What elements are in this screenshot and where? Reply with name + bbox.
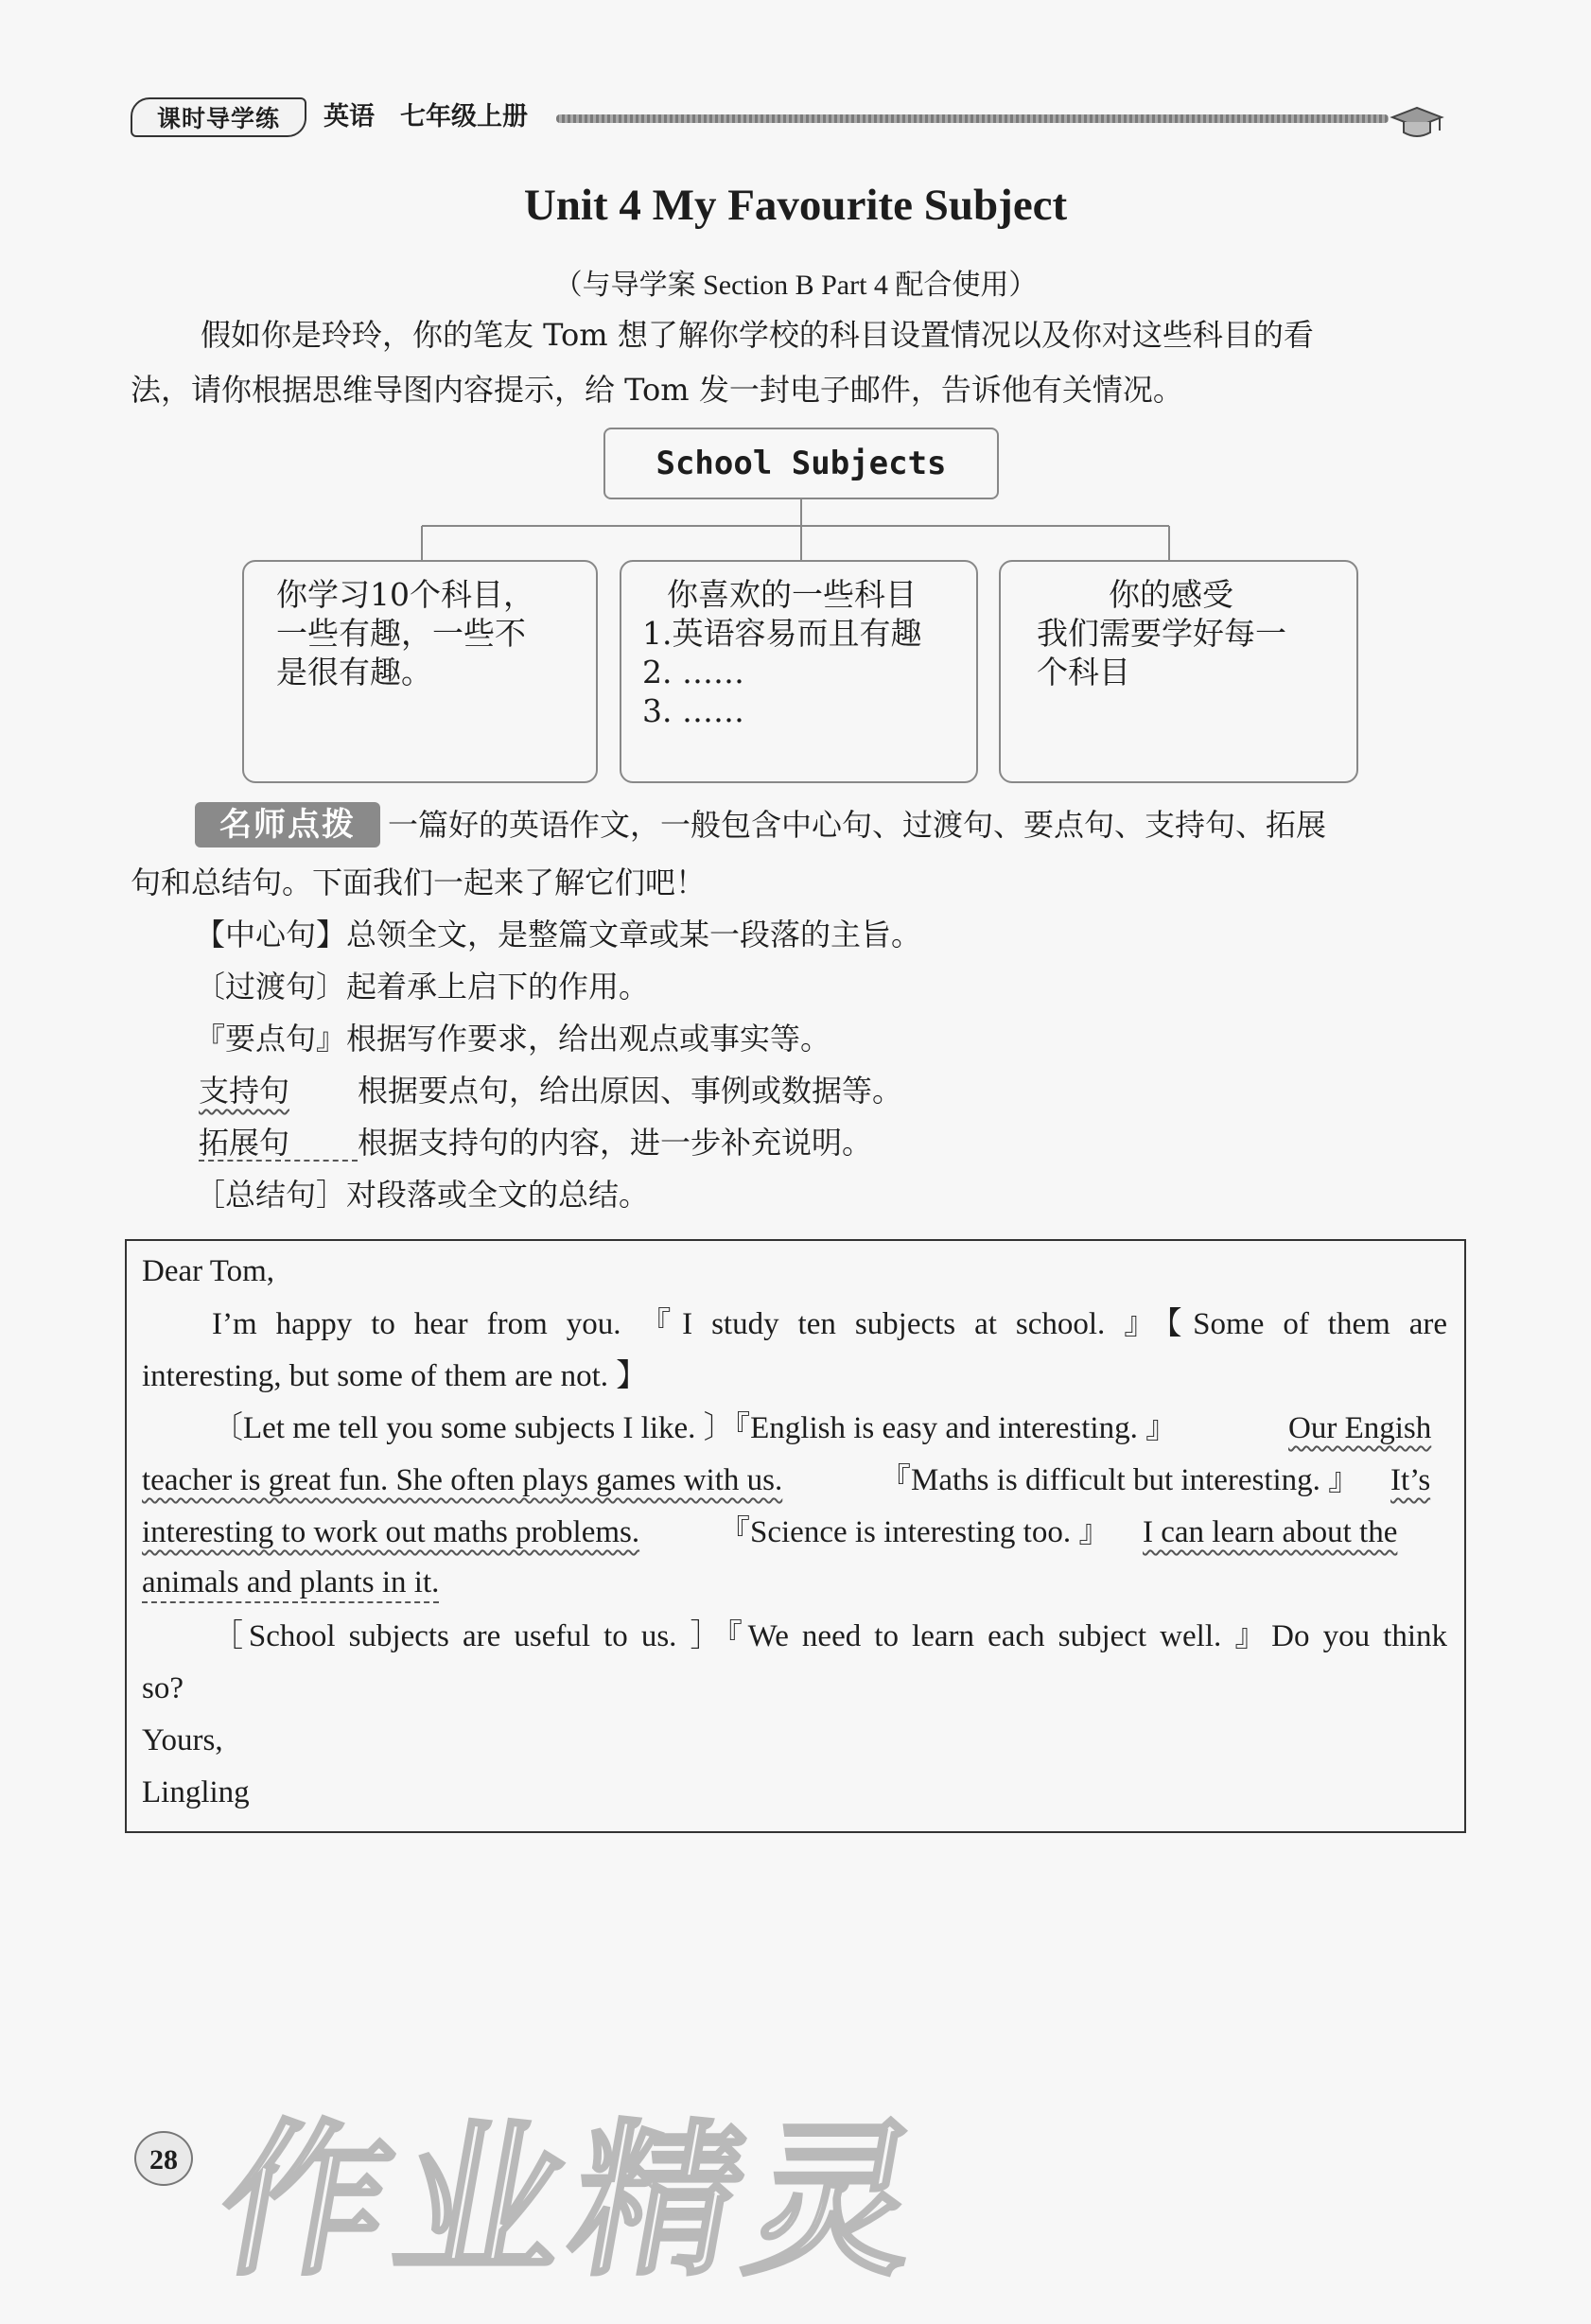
- tip-desc: 根据支持句的内容，进一步补充说明。: [358, 1125, 873, 1161]
- page-number: 28: [134, 2131, 193, 2186]
- tip-label: 支持句: [199, 1073, 290, 1109]
- tip-desc: 总领全文，是整篇文章或某一段落的主旨。: [346, 917, 922, 952]
- box1-line: 你学习10个科目，: [276, 576, 534, 613]
- box3-line: 你的感受: [1109, 576, 1233, 613]
- letter-support-sentence: interesting to work out maths problems.: [142, 1515, 640, 1549]
- tip-item-extension: [199, 1124, 872, 1162]
- tip-item-support: [199, 1072, 902, 1110]
- tip-desc: 起着承上启下的作用。: [346, 969, 650, 1005]
- letter-extension-sentence: animals and plants in it.: [142, 1564, 439, 1603]
- watermark: 作业精灵: [205, 2105, 944, 2298]
- letter-segment: 〔Let me tell you some subjects I like. 〕『English is easy and interesting. 』: [212, 1411, 1178, 1445]
- box2-line: 3. ……: [642, 692, 744, 729]
- mindmap-box-subjects: [242, 560, 598, 783]
- tip-item-central: [195, 916, 921, 953]
- subject-grade: 英语 七年级上册: [323, 102, 528, 131]
- letter-support-sentence: Our Engish: [1288, 1411, 1432, 1445]
- letter-p2-line1: [212, 1407, 1177, 1449]
- box3-line: 我们需要学好每一: [1037, 615, 1286, 652]
- letter-key-point: 『Science is interesting too. 』: [719, 1515, 1110, 1549]
- mindmap-box-feelings: [999, 560, 1358, 783]
- letter-support-sentence: I can learn about the: [1143, 1515, 1398, 1549]
- tip-label: 【中心句】: [195, 917, 347, 952]
- box1-line: 一些有趣，一些不: [276, 615, 526, 652]
- page-title: Unit 4 My Favourite Subject: [523, 181, 1068, 230]
- box3-line: 个科目: [1037, 654, 1130, 690]
- box2-line: 你喜欢的一些科目: [667, 576, 917, 613]
- tip-item-summary: [195, 1176, 649, 1214]
- tip-label: 『要点句』: [195, 1021, 347, 1057]
- letter-key-point: 『Maths is difficult but interesting. 』: [880, 1463, 1360, 1497]
- tip-intro-1: 一篇好的英语作文，一般包含中心句、过渡句、要点句、支持句、拓展: [388, 807, 1327, 843]
- letter-p1-line1: I’m happy to hear from you. 『I study ten subjects at school. 』【Some of them are: [212, 1307, 1447, 1341]
- mindmap-root: School Subjects: [603, 428, 999, 499]
- letter-greeting: Dear Tom,: [142, 1254, 275, 1288]
- prompt-line-2: 法，请你根据思维导图内容提示，给 Tom 发一封电子邮件，告诉他有关情况。: [131, 372, 1183, 408]
- letter-support-sentence: teacher is great fun. She often plays games with us.: [142, 1463, 783, 1497]
- prompt-line-1: 假如你是玲玲，你的笔友 Tom 想了解你学校的科目设置情况以及你对这些科目的看: [201, 317, 1314, 353]
- tip-desc: 根据写作要求，给出观点或事实等。: [346, 1021, 831, 1057]
- box1-line: 是很有趣。: [276, 654, 432, 690]
- letter-signature: Lingling: [142, 1775, 250, 1809]
- tip-item-transition: [195, 968, 649, 1005]
- mindmap-box-favourites: [620, 560, 978, 783]
- tip-label: ［总结句］: [195, 1177, 347, 1213]
- tip-item-key-point: [195, 1020, 830, 1057]
- tip-label: 〔过渡句〕: [195, 969, 347, 1005]
- teacher-tip-badge: 名师点拨: [195, 802, 380, 847]
- letter-p3-line2: so?: [142, 1671, 184, 1705]
- tip-desc: 根据要点句，给出原因、事例或数据等。: [358, 1073, 903, 1109]
- box2-line: 1.英语容易而且有趣: [642, 615, 922, 652]
- tip-intro-2: 句和总结句。下面我们一起来了解它们吧！: [131, 865, 707, 900]
- letter-p1-line2: interesting, but some of them are not. 】: [142, 1359, 648, 1393]
- letter-support-sentence: It’s: [1390, 1463, 1431, 1497]
- page-subtitle: （与导学案 Section B Part 4 配合使用）: [553, 270, 1038, 301]
- series-tag: 课时导学练: [131, 97, 306, 137]
- letter-closing: Yours,: [142, 1723, 223, 1757]
- box2-line: 2. ……: [642, 654, 744, 690]
- tip-label: 拓展句: [199, 1126, 358, 1162]
- tip-desc: 对段落或全文的总结。: [346, 1177, 650, 1213]
- letter-p3-line1: ［School subjects are useful to us. ］『We need to learn each subject well. 』Do you think: [212, 1619, 1447, 1653]
